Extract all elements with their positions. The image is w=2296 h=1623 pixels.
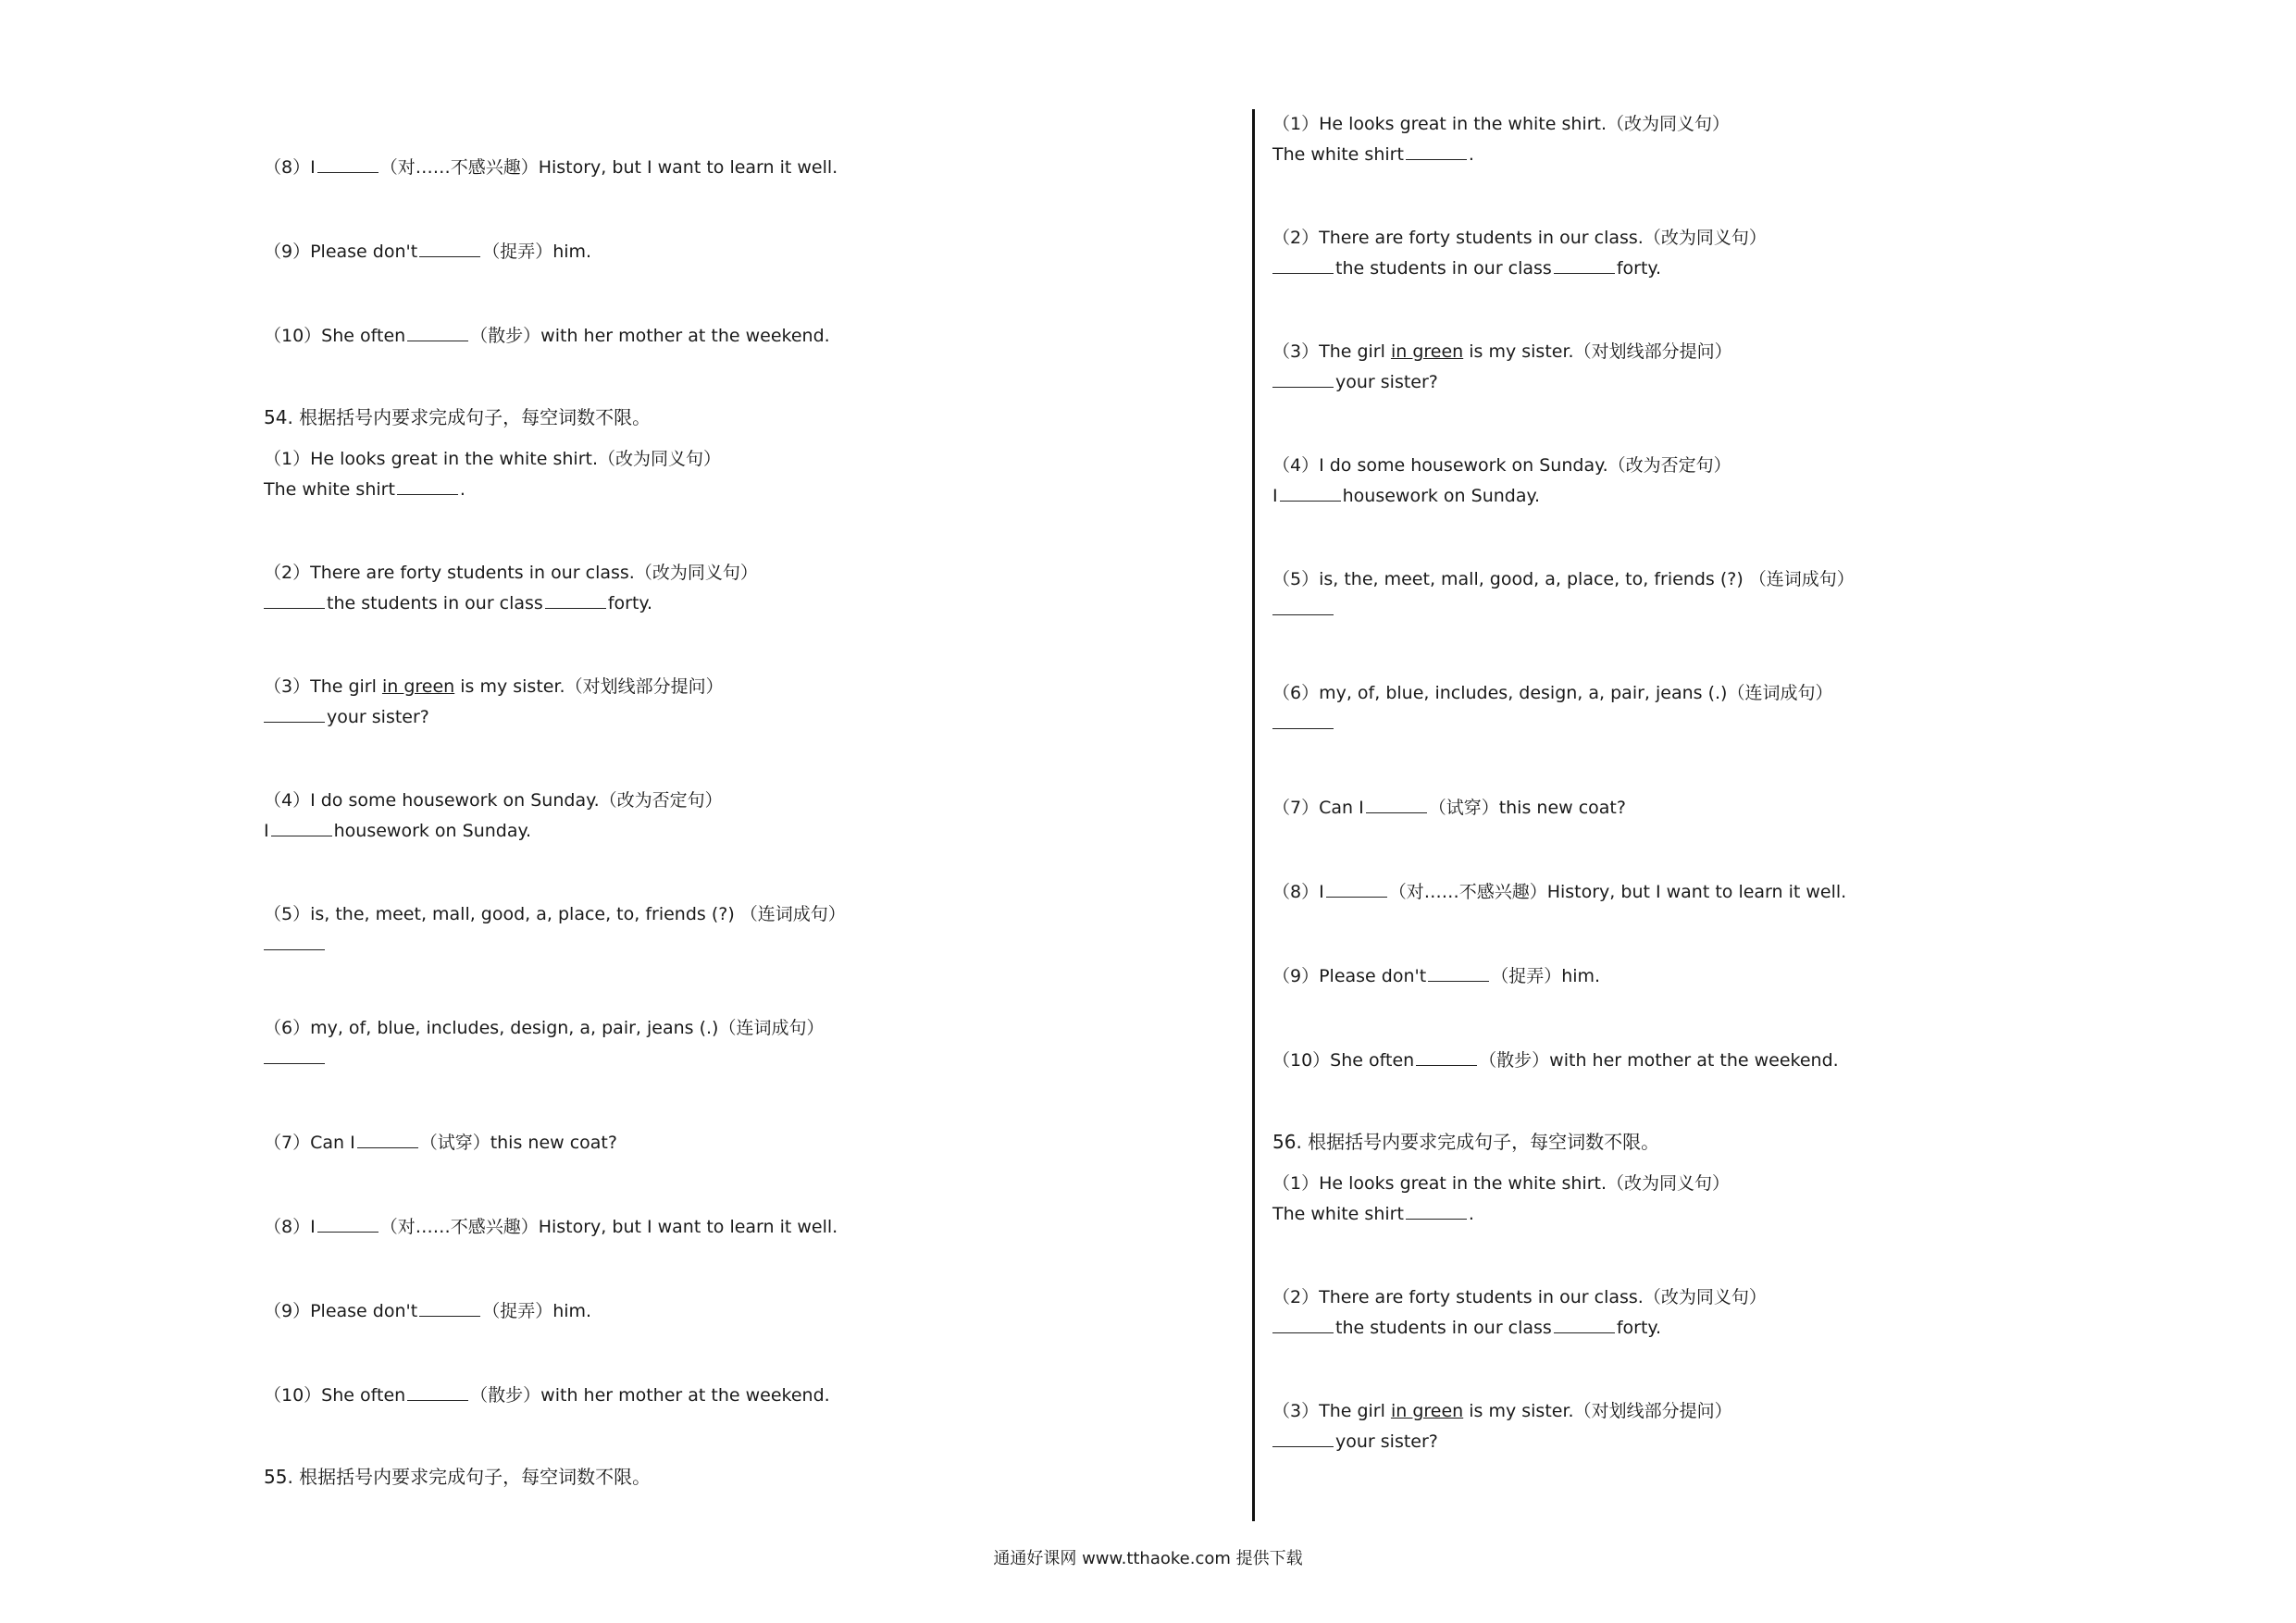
- q2-prompt: （2）There are forty students in our class.（改为同义句）: [1272, 1287, 1767, 1307]
- answer-suffix: forty.: [1616, 1318, 1661, 1338]
- underlined-phrase: in green: [381, 676, 455, 697]
- answer-suffix: forty.: [607, 593, 652, 613]
- answer-suffix: housework on Sunday.: [333, 821, 532, 841]
- question-number: （9）Please don't: [264, 1301, 418, 1321]
- answer-blank[interactable]: [1272, 370, 1334, 388]
- section-54-heading: 54. 根据括号内要求完成句子，每空词数不限。: [264, 406, 652, 428]
- question-hint: （捉弄）him.: [482, 1301, 592, 1321]
- question-number: （8）I: [264, 157, 316, 178]
- q3-answer-line: [264, 705, 429, 728]
- answer-middle: the students in our class: [327, 593, 543, 613]
- question-number: （9）Please don't: [1272, 966, 1427, 986]
- question-number: （10）She often: [1272, 1050, 1415, 1071]
- q1-answer-line: [264, 477, 465, 501]
- question-hint: （对……不感兴趣）History, but I want to learn it well.: [379, 1217, 838, 1237]
- question-7: [264, 1131, 617, 1154]
- answer-blank[interactable]: [264, 1047, 325, 1064]
- q6-prompt: （6）my, of, blue, includes, design, a, pair, jeans (.)（连词成句）: [1272, 683, 1833, 703]
- q3-answer-line: [1272, 1430, 1438, 1453]
- prompt-text: （3）The girl: [1272, 341, 1385, 362]
- answer-blank[interactable]: [397, 477, 458, 495]
- q4-prompt: （4）I do some housework on Sunday.（改为否定句）: [264, 790, 723, 811]
- question-number: （8）I: [1272, 882, 1324, 902]
- q2-answer-line: [264, 591, 652, 614]
- q3-prompt: [1272, 1400, 1732, 1422]
- answer-blank[interactable]: [407, 1383, 468, 1401]
- q2-answer-line: [1272, 256, 1661, 279]
- q4-prompt: （4）I do some housework on Sunday.（改为否定句）: [1272, 455, 1731, 476]
- question-hint: （对……不感兴趣）History, but I want to learn it well.: [379, 157, 838, 178]
- question-hint: （试穿）this new coat?: [419, 1133, 617, 1153]
- answer-blank[interactable]: [317, 1215, 379, 1233]
- question-hint: （散步）with her mother at the weekend.: [470, 326, 830, 346]
- section-56-heading: 56. 根据括号内要求完成句子，每空词数不限。: [1272, 1131, 1660, 1153]
- q5-answer-line: [1272, 598, 1335, 621]
- answer-prefix: The white shirt: [1272, 1204, 1404, 1224]
- q1-prompt: （1）He looks great in the white shirt.（改为同义句）: [1272, 114, 1730, 134]
- question-number: （7）Can I: [264, 1133, 355, 1153]
- question-hint: （试穿）this new coat?: [1428, 798, 1626, 818]
- question-10: [264, 324, 830, 347]
- q2-answer-line: [1272, 1316, 1661, 1339]
- q1-prompt: （1）He looks great in the white shirt.（改为同义句）: [1272, 1173, 1730, 1194]
- q2-prompt: （2）There are forty students in our class.（改为同义句）: [264, 563, 758, 583]
- answer-blank[interactable]: [419, 240, 480, 257]
- q6-answer-line: [264, 1047, 327, 1070]
- question-10: [1272, 1048, 1839, 1072]
- question-hint: （捉弄）him.: [482, 242, 592, 262]
- question-hint: （对……不感兴趣）History, but I want to learn it well.: [1388, 882, 1847, 902]
- answer-blank[interactable]: [1280, 484, 1341, 502]
- q4-answer-line: [264, 819, 531, 842]
- prompt-text: is my sister.（对划线部分提问）: [1469, 341, 1732, 362]
- prompt-text: （3）The girl: [1272, 1401, 1385, 1421]
- q1-answer-line: [1272, 142, 1474, 166]
- question-10: [264, 1383, 830, 1406]
- question-number: （10）She often: [264, 326, 406, 346]
- answer-blank[interactable]: [264, 591, 325, 609]
- column-divider: [1252, 109, 1255, 1521]
- question-hint: （散步）with her mother at the weekend.: [470, 1385, 830, 1406]
- answer-blank[interactable]: [1272, 1430, 1334, 1447]
- answer-blank[interactable]: [1326, 880, 1387, 898]
- answer-prefix: The white shirt: [264, 479, 395, 500]
- answer-blank[interactable]: [1406, 142, 1467, 160]
- q3-answer-line: [1272, 370, 1438, 393]
- question-8: [264, 155, 838, 179]
- underlined-phrase: in green: [1390, 1401, 1464, 1421]
- answer-blank[interactable]: [1428, 964, 1489, 982]
- answer-blank[interactable]: [264, 933, 325, 950]
- q6-prompt: （6）my, of, blue, includes, design, a, pair, jeans (.)（连词成句）: [264, 1018, 825, 1038]
- answer-suffix: .: [1468, 1204, 1474, 1224]
- answer-suffix: forty.: [1616, 258, 1661, 279]
- answer-blank[interactable]: [419, 1299, 480, 1317]
- prompt-text: （3）The girl: [264, 676, 377, 697]
- q3-prompt: [1272, 341, 1732, 363]
- answer-blank[interactable]: [1272, 1316, 1334, 1333]
- section-55-heading: 55. 根据括号内要求完成句子，每空词数不限。: [264, 1466, 652, 1488]
- question-8: [264, 1215, 838, 1238]
- answer-blank[interactable]: [545, 591, 606, 609]
- question-hint: （捉弄）him.: [1491, 966, 1601, 986]
- answer-blank[interactable]: [317, 155, 379, 173]
- answer-prefix: I: [264, 821, 269, 841]
- prompt-text: is my sister.（对划线部分提问）: [1469, 1401, 1732, 1421]
- answer-suffix: your sister?: [1335, 1431, 1438, 1452]
- answer-blank[interactable]: [1554, 256, 1615, 274]
- answer-blank[interactable]: [1406, 1202, 1467, 1220]
- answer-blank[interactable]: [1272, 256, 1334, 274]
- page-footer: 通通好课网 www.tthaoke.com 提供下载: [993, 1549, 1303, 1568]
- question-number: （8）I: [264, 1217, 316, 1237]
- q1-prompt: （1）He looks great in the white shirt.（改为同义句）: [264, 449, 721, 469]
- answer-blank[interactable]: [1272, 598, 1334, 615]
- answer-suffix: your sister?: [1335, 372, 1438, 392]
- answer-suffix: your sister?: [327, 707, 429, 727]
- question-9: [1272, 964, 1600, 987]
- q1-answer-line: [1272, 1202, 1474, 1225]
- answer-blank[interactable]: [357, 1131, 418, 1148]
- answer-suffix: .: [1468, 144, 1474, 165]
- q5-prompt: （5）is, the, meet, mall, good, a, place, to, friends (?) （连词成句）: [264, 904, 846, 924]
- question-hint: （散步）with her mother at the weekend.: [1479, 1050, 1839, 1071]
- answer-blank[interactable]: [264, 705, 325, 723]
- q6-answer-line: [1272, 712, 1335, 735]
- q3-prompt: [264, 675, 724, 698]
- answer-blank[interactable]: [1366, 796, 1427, 813]
- question-number: （9）Please don't: [264, 242, 418, 262]
- question-number: （10）She often: [264, 1385, 406, 1406]
- answer-blank[interactable]: [271, 819, 332, 836]
- prompt-text: is my sister.（对划线部分提问）: [460, 676, 724, 697]
- answer-blank[interactable]: [1554, 1316, 1615, 1333]
- answer-prefix: The white shirt: [1272, 144, 1404, 165]
- underlined-phrase: in green: [1390, 341, 1464, 362]
- answer-suffix: housework on Sunday.: [1342, 486, 1541, 506]
- answer-prefix: I: [1272, 486, 1278, 506]
- answer-blank[interactable]: [1416, 1048, 1477, 1066]
- question-7: [1272, 796, 1626, 819]
- answer-middle: the students in our class: [1335, 1318, 1552, 1338]
- question-8: [1272, 880, 1846, 903]
- answer-suffix: .: [459, 479, 465, 500]
- answer-blank[interactable]: [407, 324, 468, 341]
- question-9: [264, 1299, 591, 1322]
- q2-prompt: （2）There are forty students in our class.（改为同义句）: [1272, 228, 1767, 248]
- question-9: [264, 240, 591, 263]
- q5-prompt: （5）is, the, meet, mall, good, a, place, to, friends (?) （连词成句）: [1272, 569, 1855, 589]
- question-number: （7）Can I: [1272, 798, 1364, 818]
- q5-answer-line: [264, 933, 327, 956]
- q4-answer-line: [1272, 484, 1540, 507]
- answer-blank[interactable]: [1272, 712, 1334, 729]
- answer-middle: the students in our class: [1335, 258, 1552, 279]
